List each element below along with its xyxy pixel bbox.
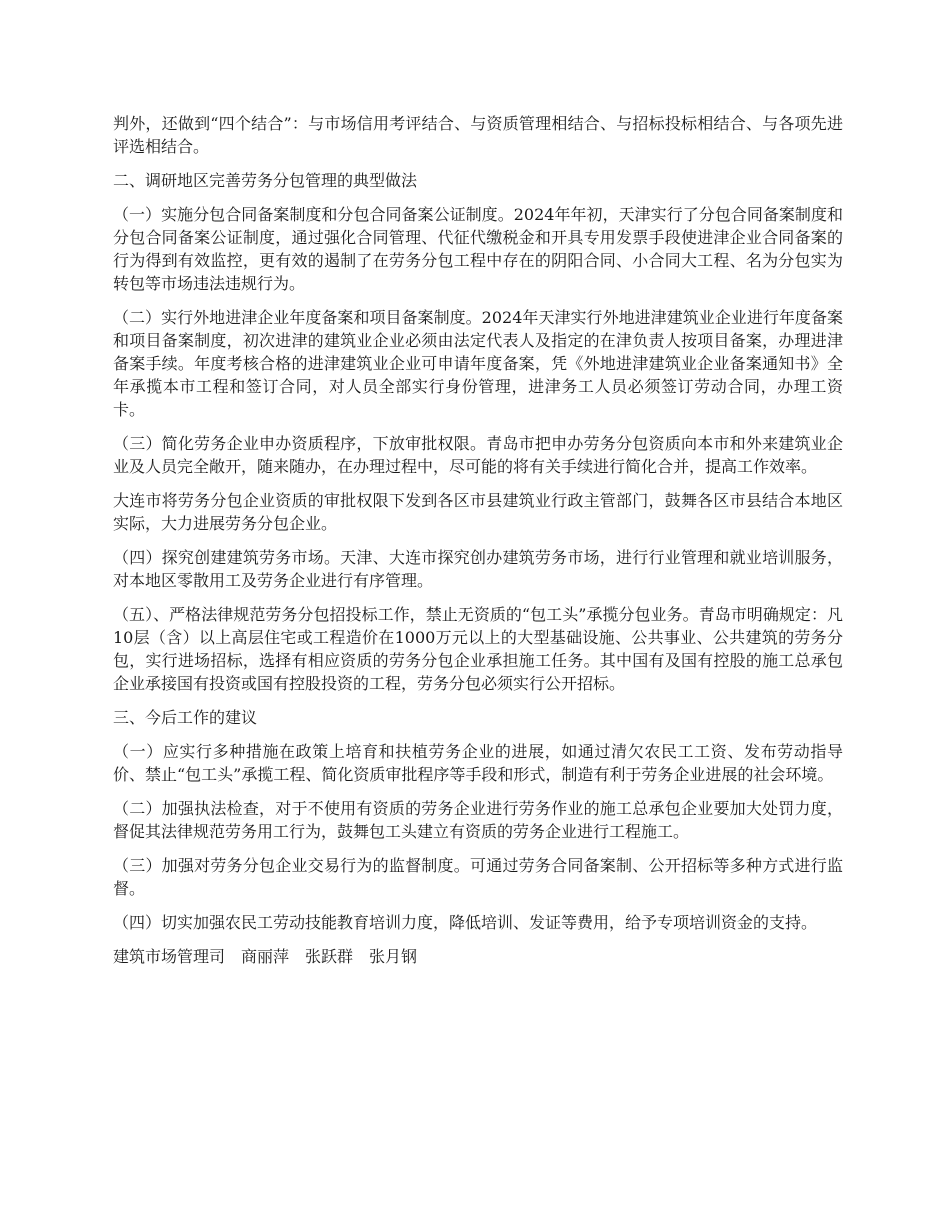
signature-line: 建筑市场管理司 商丽萍 张跃群 张月钢: [113, 947, 418, 966]
paragraph-intro-continuation: 判外，还做到“四个结合”：与市场信用考评结合、与资质管理相结合、与招标投标相结合、与各项先进评选相结合。: [113, 114, 843, 156]
paragraph-3-3: （三）加强对劳务分包企业交易行为的监督制度。可通过劳务合同备案制、公开招标等多种方式进行监督。: [113, 856, 843, 898]
paragraph-2-5: （五）、严格法律规范劳务分包招投标工作，禁止无资质的“包工头”承揽分包业务。青岛市明确规定：凡10层（含）以上高层住宅或工程造价在1000万元以上的大型基础设施、公共事业、公共建筑的劳务分包，实行进场招标，选择有相应资质的劳务分包企业承担施工任务。其中国有及国有控股的施工总承包企业承接国有投资或国有控股投资的工程，劳务分包必须实行公开招标。: [113, 605, 843, 693]
paragraph-2-3-dalian: 大连市将劳务分包企业资质的审批权限下发到各区市县建筑业行政主管部门，鼓舞各区市县结合本地区实际，大力进展劳务分包企业。: [113, 491, 843, 533]
paragraph-3-4: （四）切实加强农民工劳动技能教育培训力度，降低培训、发证等费用，给予专项培训资金的支持。: [113, 913, 818, 932]
paragraph-2-4: （四）探究创建建筑劳务市场。天津、大连市探究创办建筑劳务市场，进行行业管理和就业培训服务，对本地区零散用工及劳务企业进行有序管理。: [113, 548, 843, 590]
paragraph-2-3: （三）简化劳务企业申办资质程序，下放审批权限。青岛市把申办劳务分包资质向本市和外来建筑业企业及人员完全敞开，随来随办，在办理过程中，尽可能的将有关手续进行简化合并，提高工作效率。: [113, 434, 843, 476]
section-heading-2: 二、调研地区完善劳务分包管理的典型做法: [113, 171, 418, 190]
paragraph-2-2: （二）实行外地进津企业年度备案和项目备案制度。2024年天津实行外地进津建筑业企业进行年度备案和项目备案制度，初次进津的建筑业企业必须由法定代表人及指定的在津负责人按项目备案，办理进津备案手续。年度考核合格的进津建筑业企业可申请年度备案，凭《外地进津建筑业企业备案通知书》全年承揽本市工程和签订合同，对人员全部实行身份管理，进津务工人员必须签订劳动合同，办理工资卡。: [113, 308, 843, 419]
paragraph-2-1: （一）实施分包合同备案制度和分包合同备案公证制度。2024年年初，天津实行了分包合同备案制度和分包合同备案公证制度，通过强化合同管理、代征代缴税金和开具专用发票手段使进津企业合同备案的行为得到有效监控，更有效的遏制了在劳务分包工程中存在的阴阳合同、小合同大工程、名为分包实为转包等市场违法违规行为。: [113, 205, 843, 293]
paragraph-3-2: （二）加强执法检查，对于不使用有资质的劳务企业进行劳务作业的施工总承包企业要加大处罚力度，督促其法律规范劳务用工行为，鼓舞包工头建立有资质的劳务企业进行工程施工。: [113, 799, 843, 841]
document-body: [113, 112, 843, 968]
section-heading-3: 三、今后工作的建议: [113, 708, 258, 727]
paragraph-3-1: （一）应实行多种措施在政策上培育和扶植劳务企业的进展，如通过清欠农民工工资、发布劳动指导价、禁止“包工头”承揽工程、简化资质审批程序等手段和形式，制造有利于劳务企业进展的社会环境。: [113, 742, 843, 784]
